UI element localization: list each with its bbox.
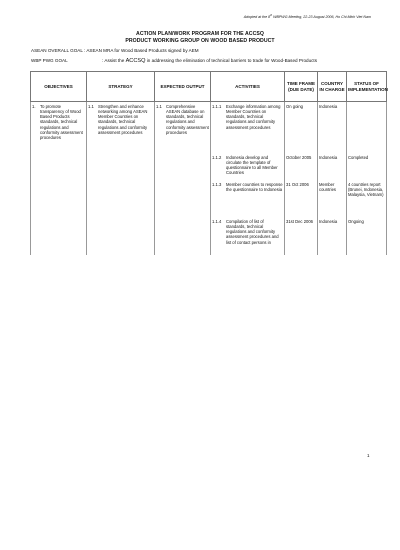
activity-cell: 1.1.3 Member countries to response the questionnaire to Indonesia [211,182,285,219]
objective-cell: 1. To promote transparency of Wood Based Products standards, technical regulations and conformity assessment procedures [31,102,87,256]
country-cell: Indonesia [318,219,347,255]
activity-text: Indonesia develop and circulate the template of questionnaire to all Member Countries [226,155,278,176]
document-title-line1: ACTION PLAN/WORK PROGRAM FOR THE ACCSQ [136,31,264,37]
document-title-line2: PRODUCT WORKING GROUP ON WOOD BASED PRODUCT [125,38,275,44]
header-objectives: OBJECTIVES [31,72,87,102]
country-cell: Indonesia [318,102,347,156]
table-row [31,102,387,156]
activity-text: Compilation of list of standards, technical regulations and conformity assessment procedures and list of contact persons in [226,219,279,245]
country-cell: Indonesia [318,155,347,182]
action-plan-table [30,71,387,255]
header-status: STATUS OF IMPLEMENTATION [347,72,387,102]
header-time-frame: TIME FRAME (DUE DATE) [285,72,318,102]
status-cell: 4 countries report (Brunei, Indonesia, Malaysia, Vietnam) [347,182,387,219]
asean-goal-text: : ASEAN MRA for Wood Based Products signed by AEM [84,48,199,53]
page-number: 1 [367,453,370,458]
strategy-text: Strengthen and enhance networking among ASEAN Member Countries on standards, technical regulations and conformity assessment procedures [98,104,148,135]
activity-cell: 1.1.4 Compilation of list of standards, technical regulations and conformity assessment procedures and list of contact persons in [211,219,285,255]
table-header-row [31,72,387,102]
meeting-note: Adopted at the 8th WBPWG Meeting, 22-23 August 2006, Ho Chi Minh Viet Nam [243,14,371,20]
country-cell: Member countries [318,182,347,219]
expected-output-cell: 1.1 Comprehensive ASEAN database on standards, technical regulations and conformity assessment procedures [155,102,211,256]
header-expected-output: EXPECTED OUTPUT [155,72,211,102]
wbp-goal-accsq: ACCSQ [125,58,146,64]
time-frame-cell: On going [285,102,318,156]
wbp-goal-text: in addressing the elimination of technical barriers to trade for Wood-Based Products [146,58,317,63]
status-cell: Completed [347,155,387,182]
time-frame-cell: 31st Dec 2006 [285,219,318,255]
time-frame-cell: October 2005 [285,155,318,182]
asean-goal-label: ASEAN OVERALL GOAL [31,48,83,53]
wbp-goal-prefix: : Assist the [102,58,125,63]
header-activities: ACTIVITIES [211,72,285,102]
activity-text: Exchange information among Member Countries on standards, technical regulations and conformity assessment procedures [226,104,281,130]
objective-text: To promote transparency of Wood Based Products standards, technical regulations and conformity assessment procedures [40,104,83,140]
time-frame-cell: 31 Oct 2006 [285,182,318,219]
header-country-in-charge: COUNTRY IN CHARGE [318,72,347,102]
activity-cell: 1.1.1 Exchange information among Member Countries on standards, technical regulations and conformity assessment procedures [211,102,285,156]
wbp-pwg-goal [31,58,317,64]
header-strategy: STRATEGY [87,72,155,102]
activity-cell: 1.1.2 Indonesia develop and circulate the template of questionnaire to all Member Countries [211,155,285,182]
status-cell [347,102,387,156]
expected-output-text: Comprehensive ASEAN database on standards, technical regulations and conformity assessment procedures [166,104,209,135]
activity-text: Member countries to response the questionnaire to Indonesia [226,182,283,193]
asean-overall-goal [31,48,199,53]
wbp-goal-label: WBP PWG GOAL [31,58,68,63]
status-cell: Ongoing [347,219,387,255]
strategy-cell: 1.1 Strengthen and enhance networking among ASEAN Member Countries on standards, technical regulations and conformity assessment procedures [87,102,155,256]
